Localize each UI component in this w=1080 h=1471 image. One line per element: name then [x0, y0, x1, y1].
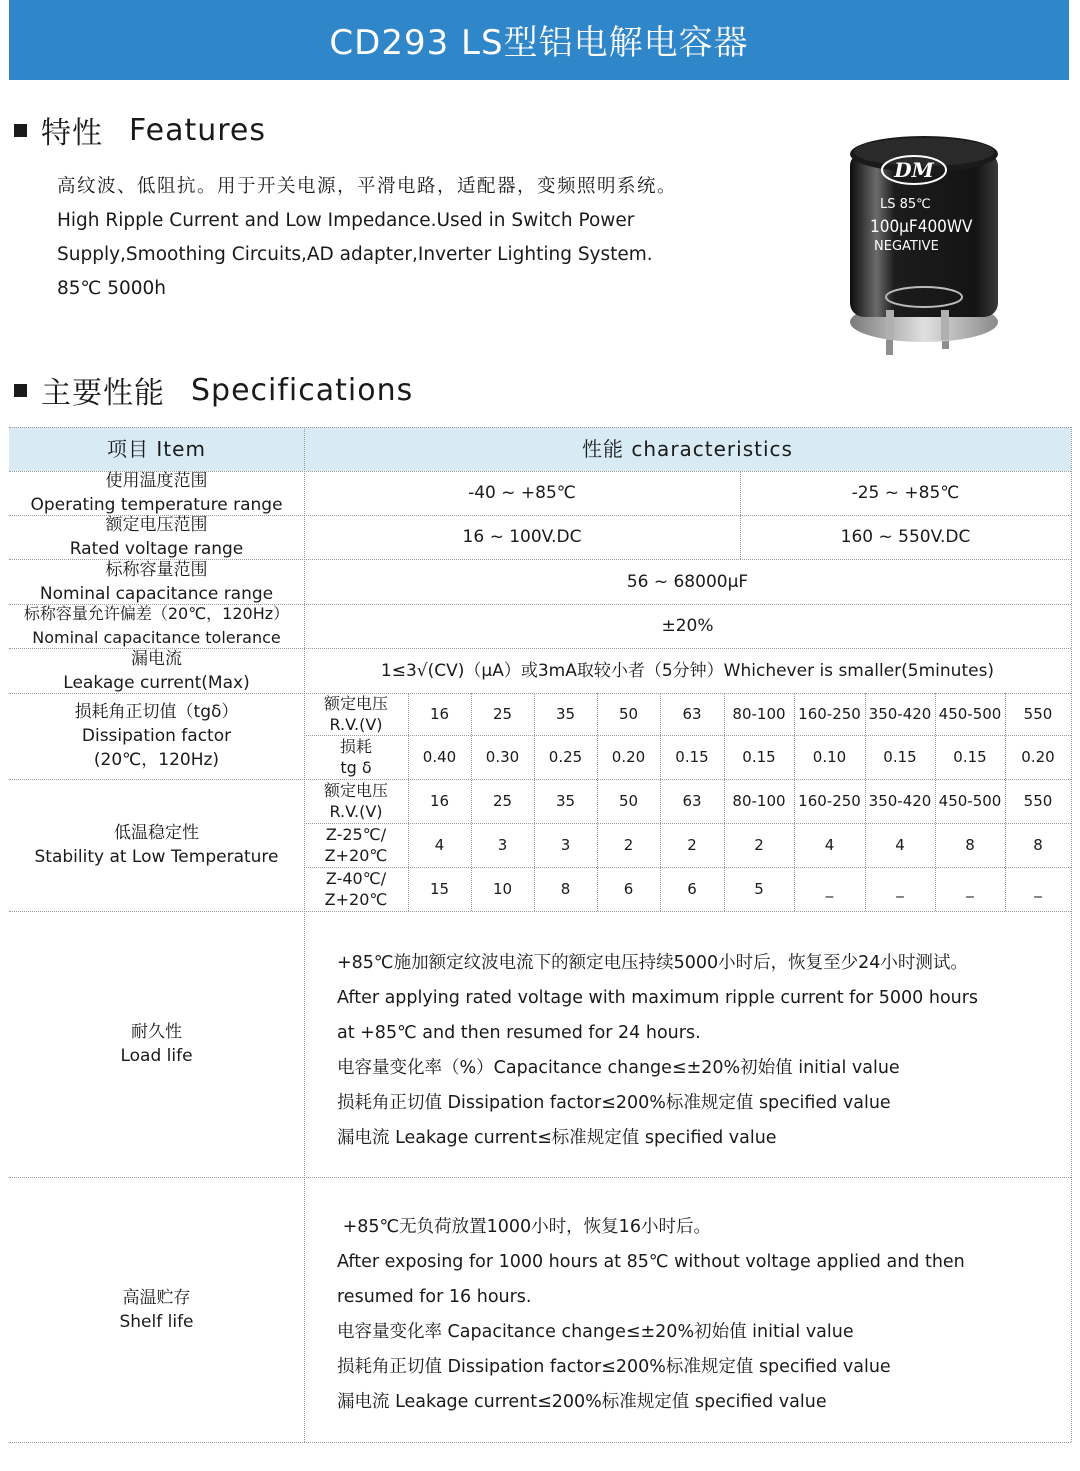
df-label-en: Dissipation factor — [81, 726, 232, 746]
bullet-square-icon — [14, 384, 27, 397]
lowtemp-z40-cell: _ — [896, 880, 904, 898]
capacitor-logo: DM — [894, 158, 934, 182]
shelf-label — [9, 1177, 304, 1442]
df-voltage-cell: 16 — [429, 705, 450, 723]
features-heading — [14, 108, 266, 152]
df-value-cell: 0.10 — [812, 748, 847, 766]
lowtemp-z40-cell: 15 — [429, 880, 450, 898]
lowtemp-voltage-cell: 450-500 — [938, 792, 1002, 810]
volt-value-2: 160 ~ 550V.DC — [840, 527, 971, 547]
load-line: at +85℃ and then resumed for 24 hours. — [337, 1023, 701, 1043]
lowtemp-z25-cell: 2 — [623, 836, 634, 854]
df-rv-cn: 额定电压 — [323, 694, 388, 713]
lowtemp-label — [9, 779, 304, 911]
shelf-line: 损耗角正切值 Dissipation factor≤200%标准规定值 specified value — [337, 1357, 891, 1377]
temp-label-cn: 使用温度范围 — [105, 471, 208, 491]
bullet-square-icon — [14, 124, 27, 137]
lowtemp-voltage-cell: 350-420 — [868, 792, 932, 810]
leak-value: 1≤3√(CV)（μA）或3mA取较小者（5分钟）Whichever is smaller(5minutes) — [380, 660, 995, 681]
features-heading-en: Features — [129, 112, 266, 148]
lowtemp-z40-cell: 10 — [492, 880, 513, 898]
df-value-cell: 0.15 — [742, 748, 776, 766]
lowtemp-z40-cell: _ — [966, 880, 974, 898]
lowtemp-z40-cell: _ — [825, 880, 834, 898]
lowtemp-z25-b: Z+20℃ — [324, 846, 388, 865]
lowtemp-z25-cell: 8 — [965, 836, 975, 854]
lowtemp-z25-label — [304, 823, 408, 867]
volt-value-1: 16 ~ 100V.DC — [462, 527, 582, 547]
capacitor-label-2: 100μF400WV — [870, 217, 973, 237]
df-value-cell: 0.20 — [611, 748, 646, 766]
features-line: 高纹波、低阻抗。用于开关电源，平滑电路，适配器，变频照明系统。 — [57, 176, 678, 197]
title-banner — [9, 0, 1069, 80]
lowtemp-z40-b: Z+20℃ — [324, 890, 388, 909]
lowtemp-label-en: Stability at Low Temperature — [34, 847, 279, 867]
df-voltage-cell: 35 — [555, 705, 576, 723]
lowtemp-voltage-cell: 80-100 — [732, 792, 786, 810]
capacitor-photo — [846, 132, 1006, 357]
page-title: CD293 LS型铝电解电容器 — [329, 23, 749, 63]
features-text — [57, 170, 677, 306]
df-label-cond: (20℃，120Hz) — [93, 750, 220, 770]
df-voltage-cell: 550 — [1023, 705, 1053, 723]
lowtemp-voltage-cell: 160-250 — [798, 792, 861, 810]
df-voltage-cell: 450-500 — [938, 705, 1002, 723]
lowtemp-voltage-cell: 25 — [492, 792, 513, 810]
lowtemp-z25-cell: 3 — [497, 836, 508, 854]
lowtemp-z40-cell: 5 — [754, 880, 764, 898]
df-voltage-cell: 350-420 — [868, 705, 932, 723]
lowtemp-voltage-cell: 550 — [1023, 792, 1053, 810]
lowtemp-z40-cell: 8 — [560, 880, 571, 898]
leak-label-en: Leakage current(Max) — [63, 672, 250, 693]
lowtemp-voltage-cell: 35 — [555, 792, 576, 810]
df-value-cell: 0.15 — [883, 748, 917, 766]
leak-label — [9, 648, 304, 693]
df-voltage-cell: 25 — [492, 705, 513, 723]
lowtemp-z25-cell: 4 — [895, 836, 905, 854]
temp-label — [9, 471, 304, 515]
shelf-line: After exposing for 1000 hours at 85℃ without voltage applied and then — [337, 1252, 965, 1272]
lowtemp-rv-cn: 额定电压 — [323, 781, 388, 800]
load-label — [9, 911, 304, 1177]
df-value-cell: 0.30 — [485, 748, 520, 766]
shelf-text — [337, 1210, 965, 1420]
df-value-cell: 0.20 — [1021, 748, 1055, 766]
volt-label — [9, 515, 304, 559]
shelf-line: 电容量变化率 Capacitance change≤±20%初始值 initial value — [337, 1322, 854, 1342]
lowtemp-z40-cell: 6 — [687, 880, 697, 898]
df-value-cell: 0.40 — [422, 748, 457, 766]
features-line: 85℃ 5000h — [57, 278, 167, 299]
capacitor-label-3: NEGATIVE — [874, 239, 939, 254]
lowtemp-rv-label — [304, 779, 408, 823]
load-label-en: Load life — [120, 1046, 193, 1066]
tol-label — [9, 604, 304, 648]
df-voltage-cell: 160-250 — [798, 705, 861, 723]
df-tg-label — [304, 735, 408, 779]
df-voltage-cell: 50 — [618, 705, 639, 723]
lowtemp-z25-cell: 2 — [754, 836, 764, 854]
temp-value-1: -40 ~ +85℃ — [468, 483, 576, 503]
specs-heading-cn: 主要性能 — [41, 376, 165, 411]
shelf-line: resumed for 16 hours. — [337, 1287, 532, 1307]
shelf-line: +85℃无负荷放置1000小时，恢复16小时后。 — [337, 1217, 711, 1237]
cap-label — [9, 559, 304, 604]
temp-value-2: -25 ~ +85℃ — [851, 483, 960, 503]
load-text — [337, 946, 978, 1156]
features-heading-cn: 特性 — [41, 116, 103, 151]
df-tg-en: tg δ — [340, 758, 372, 777]
df-label — [9, 693, 304, 779]
df-value-cell: 0.15 — [675, 748, 709, 766]
capacitor-label-1: LS 85℃ — [880, 197, 931, 212]
lowtemp-z25-cell: 8 — [1033, 836, 1043, 854]
lowtemp-voltage-cell: 16 — [429, 792, 450, 810]
load-line: 损耗角正切值 Dissipation factor≤200%标准规定值 specified value — [337, 1093, 891, 1113]
lowtemp-z25-cell: 4 — [434, 836, 445, 854]
lowtemp-z25-a: Z-25℃/ — [325, 825, 387, 844]
temp-label-en: Operating temperature range — [30, 495, 283, 515]
df-value-cell: 0.25 — [548, 748, 583, 766]
lowtemp-label-cn: 低温稳定性 — [114, 823, 199, 843]
df-voltage-cell: 63 — [682, 705, 702, 723]
features-line: High Ripple Current and Low Impedance.Used in Switch Power — [57, 210, 635, 231]
header-item: 项目 Item — [107, 437, 206, 461]
shelf-line: 漏电流 Leakage current≤200%标准规定值 specified value — [337, 1392, 827, 1412]
lowtemp-voltage-cell: 50 — [618, 792, 639, 810]
volt-label-cn: 额定电压范围 — [105, 515, 208, 535]
df-voltage-cell: 80-100 — [732, 705, 786, 723]
lowtemp-z40-cell: _ — [1034, 880, 1042, 898]
df-value-cell: 0.15 — [953, 748, 987, 766]
tol-value: ±20% — [661, 616, 714, 636]
specs-heading-en: Specifications — [191, 372, 414, 408]
cap-label-cn: 标称容量范围 — [105, 559, 208, 580]
features-line: Supply,Smoothing Circuits,AD adapter,Inverter Lighting System. — [57, 244, 653, 265]
df-label-cn: 损耗角正切值（tgδ） — [74, 702, 239, 722]
tol-label-cn: 标称容量允许偏差（20℃，120Hz） — [23, 604, 290, 623]
shelf-label-cn: 高温贮存 — [122, 1287, 191, 1308]
lowtemp-z25-cell: 2 — [687, 836, 697, 854]
load-label-cn: 耐久性 — [131, 1022, 182, 1042]
lowtemp-z40-cell: 6 — [623, 880, 634, 898]
lowtemp-voltage-cell: 63 — [682, 792, 702, 810]
cap-label-en: Nominal capacitance range — [39, 583, 274, 604]
df-rv-en: R.V.(V) — [329, 715, 383, 734]
load-line: 电容量变化率（%）Capacitance change≤±20%初始值 initial value — [337, 1058, 900, 1078]
lowtemp-z40-a: Z-40℃/ — [325, 869, 387, 888]
cap-value: 56 ~ 68000μF — [626, 571, 749, 592]
volt-label-en: Rated voltage range — [69, 539, 244, 559]
lowtemp-z25-cell: 3 — [560, 836, 571, 854]
load-line: +85℃施加额定纹波电流下的额定电压持续5000小时后，恢复至少24小时测试。 — [337, 953, 968, 973]
leak-label-cn: 漏电流 — [131, 648, 182, 669]
load-line: After applying rated voltage with maximum ripple current for 5000 hours — [337, 988, 979, 1008]
df-tg-cn: 损耗 — [339, 737, 372, 756]
shelf-label-en: Shelf life — [119, 1311, 194, 1332]
lowtemp-rv-en: R.V.(V) — [329, 802, 383, 821]
tol-label-en: Nominal capacitance tolerance — [32, 628, 281, 647]
df-rv-label — [304, 693, 408, 735]
specs-heading — [14, 368, 413, 412]
specs-table — [9, 427, 1071, 1444]
header-characteristics: 性能 characteristics — [582, 437, 793, 461]
lowtemp-z25-cell: 4 — [824, 836, 835, 854]
load-line: 漏电流 Leakage current≤标准规定值 specified value — [337, 1128, 777, 1148]
lowtemp-z40-label — [304, 867, 408, 911]
